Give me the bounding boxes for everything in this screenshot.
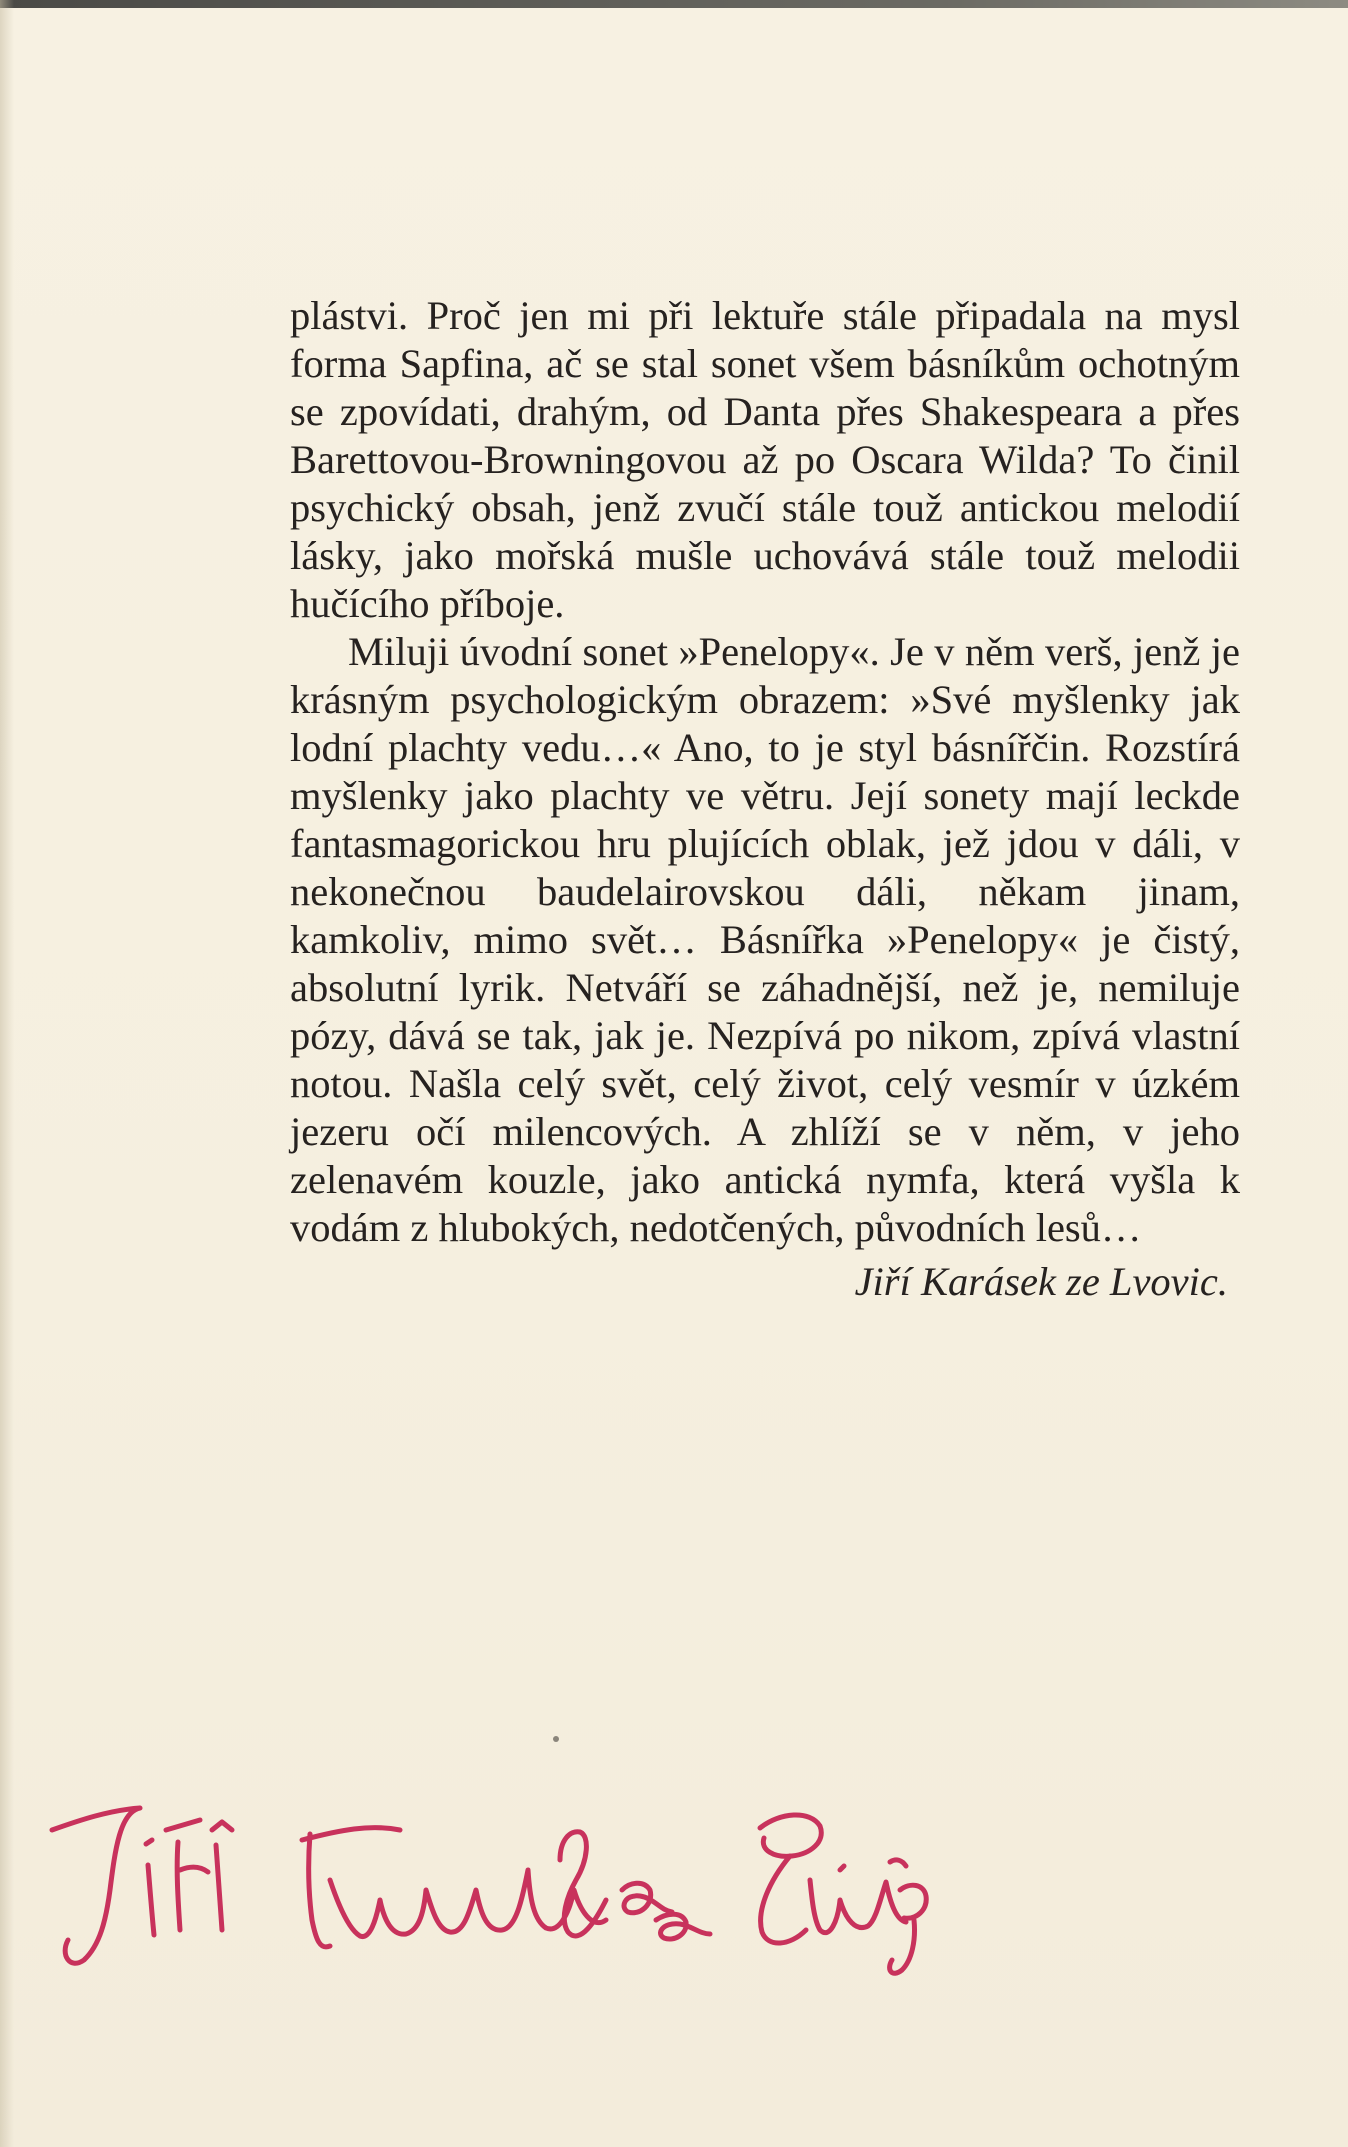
paragraph-2: Miluji úvodní sonet »Penelopy«. Je v něm verš, jenž je krásným psychologickým obrazem: »Své myšlenky jak lodní plachty vedu…« Ano, to je styl básnířčin. Rozstírá myšlenky jako plachty ve větru. Její sonety mají leckde fantasmagorickou hru plujících oblak, jež jdou v dáli, v nekonečnou baudelairovskou dáli, někam jinam, kamkoliv, mimo svět… Básnířka »Penelopy« je čistý, absolutní lyrik. Netváří se záhadnější, než je, nemiluje pózy, dává se tak, jak je. Nezpívá po nikom, zpívá vlastní notou. Našla celý svět, celý život, celý vesmír v úzkém jezeru očí milencových. A zhlíží se v něm, v jeho zelenavém kouzle, jako antická nymfa, která vyšla k vodám z hlubokých, nedotčených, původních lesů… bbox=[290, 629, 1240, 1250]
printed-signature: Jiří Karásek ze Lvovic. bbox=[854, 1259, 1228, 1304]
handwritten-signature bbox=[40, 1770, 940, 1990]
text-block bbox=[290, 292, 1240, 1306]
paragraph-1: plástvi. Proč jen mi při lektuře stále připadala na mysl forma Sapfina, ač se stal sonet všem básníkům ochotným se zpovídati, drahým, od Danta přes Shakespeara a přes Barettovou-Browningovou až po Oscara Wilda? To činil psychický obsah, jenž zvučí stále touž antickou melodií lásky, jako mořská mušle uchovává stále touž melodii hučícího příboje. bbox=[290, 293, 1240, 626]
ink-dot bbox=[553, 1736, 559, 1742]
page-fold-shadow bbox=[0, 0, 14, 2147]
page-top-edge bbox=[0, 0, 1348, 8]
